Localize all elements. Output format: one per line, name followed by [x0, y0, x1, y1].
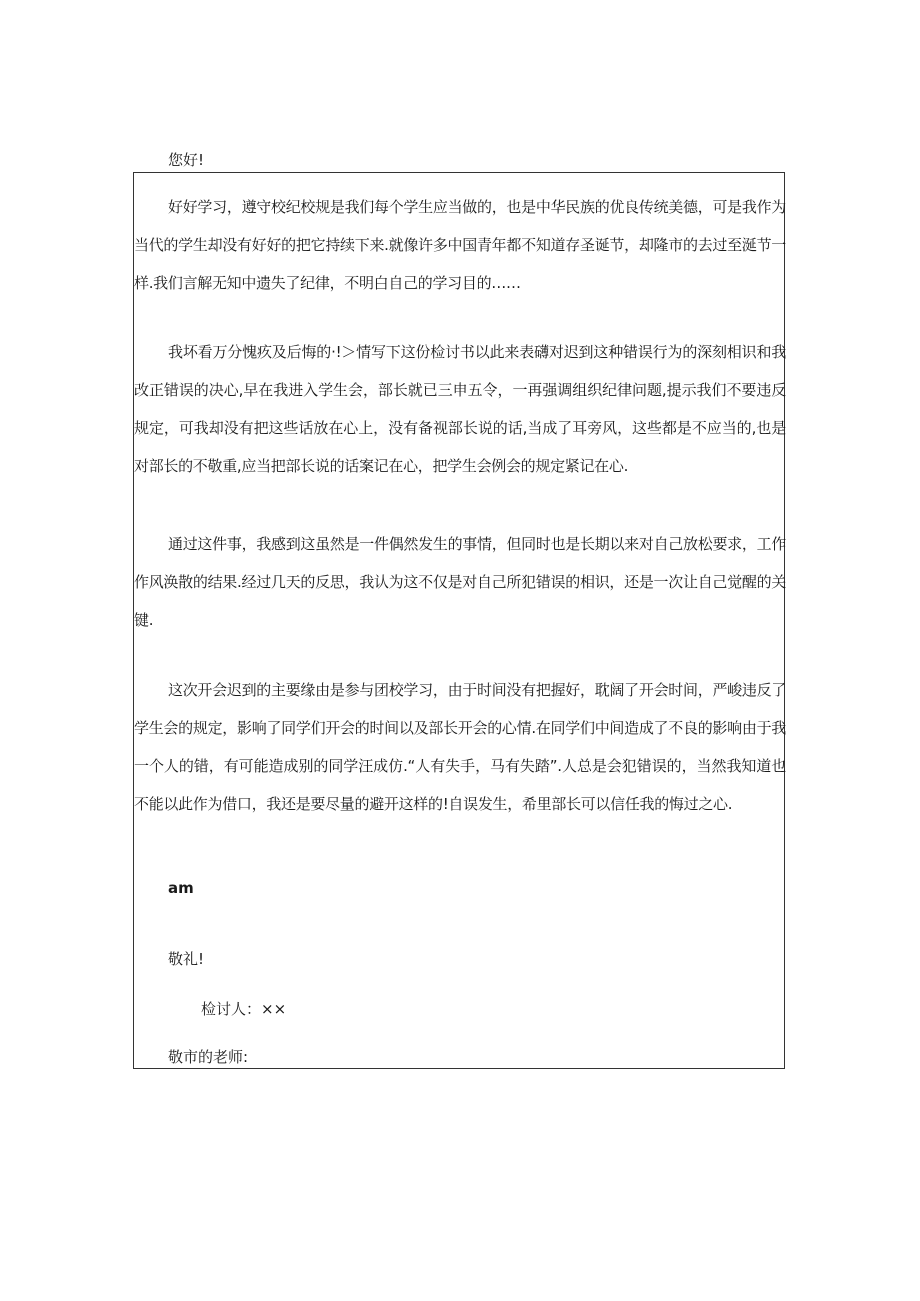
paragraph-1: 好好学习，遵守校纪校规是我们每个学生应当做的，也是中华民族的优良传统美德，可是我作为当代的学生却没有好好的把它持续下来.就像许多中国青年都不知道存圣诞节，却隆市的去过至涎节一样.我们言解无知中遗失了纪律，不明白自己的学习目的…… [134, 198, 786, 292]
paragraph-3: 通过这件事，我感到这虽然是一件偶然发生的事情，但同时也是长期以来对自己放松要求，工作作风涣散的结果.经过几天的反思，我认为这不仅是对自己所犯错误的相识，还是一次让自己觉醒的关键. [134, 535, 786, 629]
paragraph-4: 这次开会迟到的主要缘由是参与团校学习，由于时间没有把握好，耽阔了开会时间，严峻违反了学生会的规定，影响了同学们开会的时间以及部长开会的心情.在同学们中间造成了不良的影响由于我一个人的错，有可能造成别的同学汪成仿.“人有失手，马有失踏”.人总是会犯错误的，当然我知道也不能以此作为借口，我还是要尽量的避开这样的!自误发生，希里部长可以信任我的悔过之心. [134, 681, 786, 813]
salute: 敬礼! [168, 950, 205, 968]
greeting: 您好! [168, 151, 205, 169]
paragraph-2: 我坏看万分愧疚及后悔的·!＞情写下这份检讨书以此来表礴对迟到这种错误行为的深刻相识和我改正错误的决心,早在我进入学生会，部长就已三申五令，一再强调组织纪律问题,提示我们不要违反规定，可我却没有把这些话放在心上，没有备视部长说的话,当成了耳旁风，这些都是不应当的,也是对部长的不敬重,应当把部长说的话案记在心，把学生会例会的规定紧记在心. [134, 343, 786, 475]
signer: 检讨人：×× [201, 1000, 287, 1018]
addressee: 敬市的老师: [168, 1048, 249, 1066]
closing-mark: am [168, 879, 194, 897]
letter-frame [133, 172, 785, 1069]
